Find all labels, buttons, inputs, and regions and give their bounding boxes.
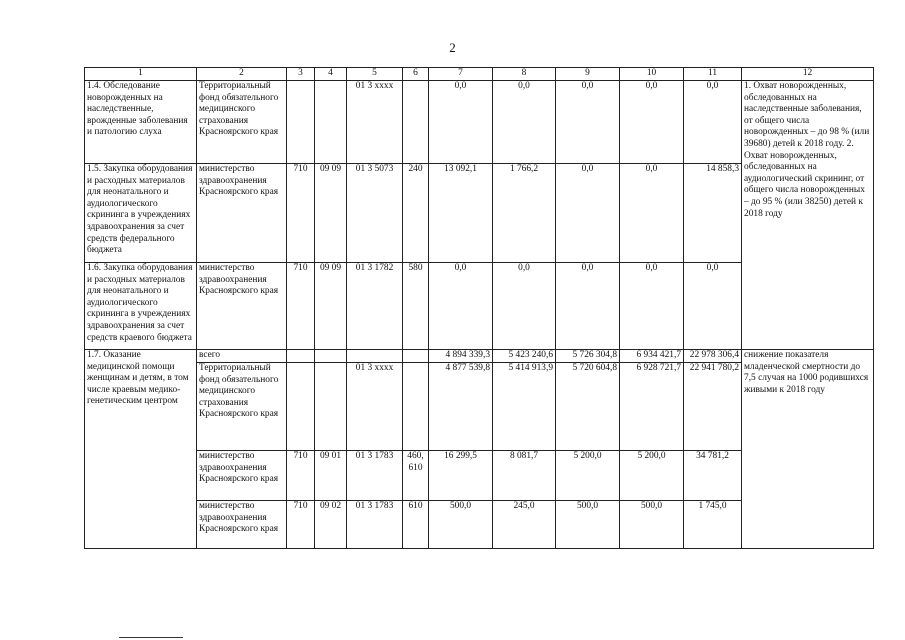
executor: Территориальный фонд обязательного медицинского страхования Красноярского края [197, 81, 287, 164]
grbs-code [287, 350, 315, 363]
header-cell: 5 [347, 68, 403, 81]
value-2015: 0,0 [429, 263, 493, 350]
grbs-code: 710 [287, 501, 315, 549]
section-code: 09 02 [315, 501, 347, 549]
value-2015: 0,0 [429, 81, 493, 164]
header-cell: 9 [556, 68, 620, 81]
table-row [85, 81, 874, 164]
value-2016: 0,0 [493, 263, 556, 350]
value-2015: 500,0 [429, 501, 493, 549]
executor: Территориальный фонд обязательного медицинского страхования Красноярского края [197, 363, 287, 451]
value-2018: 0,0 [620, 263, 684, 350]
section-code [315, 363, 347, 451]
value-2018: 5 200,0 [620, 451, 684, 501]
program-table [84, 67, 874, 549]
executor: всего [197, 350, 287, 363]
header-cell: 8 [493, 68, 556, 81]
expense-type [403, 363, 429, 451]
value-2016: 0,0 [493, 81, 556, 164]
target-article: 01 3 хххх [347, 363, 403, 451]
value-total: 1 745,0 [684, 501, 742, 549]
target-article: 01 3 5073 [347, 164, 403, 263]
activity-name: 1.6. Закупка оборудования и расходных материалов для неонатального и аудиологического скрининга в учреждениях здравоохранения за счет средств краевого бюджета [85, 263, 197, 350]
grbs-code: 710 [287, 451, 315, 501]
page-number: 2 [449, 40, 456, 55]
expected-result: 1. Охват новорожденных, обследованных на наследственные заболевания, от общего числа новорожденных – до 98 % (или 39680) детей к 2018 году. 2. Охват новорожденных, обследованных на аудиологический скрининг, от общего числа новорожденных – до 95 % (или 38250) детей к 2018 году [742, 81, 874, 350]
value-2015: 16 299,5 [429, 451, 493, 501]
value-2016: 5 423 240,6 [493, 350, 556, 363]
value-2017: 5 726 304,8 [556, 350, 620, 363]
target-article: 01 3 1783 [347, 501, 403, 549]
value-2016: 8 081,7 [493, 451, 556, 501]
value-2017: 0,0 [556, 164, 620, 263]
grbs-code [287, 363, 315, 451]
executor: министерство здравоохранения Красноярского края [197, 164, 287, 263]
value-total: 22 941 780,2 [684, 363, 742, 451]
activity-name: 1.4. Обследование новорожденных на наследственные, врожденные заболевания и патологию слуха [85, 81, 197, 164]
section-code: 09 09 [315, 263, 347, 350]
section-code [315, 350, 347, 363]
activity-name: 1.5. Закупка оборудования и расходных материалов для неонатального и аудиологического скрининга в учреждениях здравоохранения за счет средств федерального бюджета [85, 164, 197, 263]
value-2018: 6 934 421,7 [620, 350, 684, 363]
value-2018: 0,0 [620, 164, 684, 263]
value-2018: 6 928 721,7 [620, 363, 684, 451]
value-2017: 500,0 [556, 501, 620, 549]
value-total: 34 781,2 [684, 451, 742, 501]
value-2015: 4 894 339,3 [429, 350, 493, 363]
value-2017: 5 720 604,8 [556, 363, 620, 451]
value-2015: 13 092,1 [429, 164, 493, 263]
value-total: 14 858,3 [684, 164, 742, 263]
expense-type: 610 [403, 501, 429, 549]
target-article: 01 3 хххх [347, 81, 403, 164]
activity-name: 1.7. Оказание медицинской помощи женщинам и детям, в том числе краевым медико-генетическим центром [85, 350, 197, 549]
table-row [85, 350, 874, 363]
value-total: 22 978 306,4 [684, 350, 742, 363]
value-total: 0,0 [684, 263, 742, 350]
expense-type: 240 [403, 164, 429, 263]
value-2017: 0,0 [556, 81, 620, 164]
value-2016: 5 414 913,9 [493, 363, 556, 451]
footer-rule [119, 637, 183, 638]
section-code: 09 09 [315, 164, 347, 263]
target-article [347, 350, 403, 363]
expected-result: снижение показателя младенческой смертности до 7,5 случая на 1000 родившихся живыми к 2018 году [742, 350, 874, 549]
header-row [85, 68, 874, 81]
value-2018: 500,0 [620, 501, 684, 549]
value-2016: 1 766,2 [493, 164, 556, 263]
executor: министерство здравоохранения Красноярского края [197, 501, 287, 549]
header-cell: 4 [315, 68, 347, 81]
expense-type: 460, 610 [403, 451, 429, 501]
header-cell: 1 [85, 68, 197, 81]
header-cell: 3 [287, 68, 315, 81]
value-2017: 0,0 [556, 263, 620, 350]
value-2018: 0,0 [620, 81, 684, 164]
header-cell: 11 [684, 68, 742, 81]
value-2015: 4 877 539,8 [429, 363, 493, 451]
expense-type: 580 [403, 263, 429, 350]
value-2017: 5 200,0 [556, 451, 620, 501]
header-cell: 6 [403, 68, 429, 81]
section-code [315, 81, 347, 164]
grbs-code [287, 81, 315, 164]
target-article: 01 3 1783 [347, 451, 403, 501]
header-cell: 7 [429, 68, 493, 81]
executor: министерство здравоохранения Красноярского края [197, 451, 287, 501]
executor: министерство здравоохранения Красноярского края [197, 263, 287, 350]
section-code: 09 01 [315, 451, 347, 501]
expense-type [403, 81, 429, 164]
grbs-code: 710 [287, 263, 315, 350]
target-article: 01 3 1782 [347, 263, 403, 350]
header-cell: 2 [197, 68, 287, 81]
header-cell: 10 [620, 68, 684, 81]
grbs-code: 710 [287, 164, 315, 263]
expense-type [403, 350, 429, 363]
value-2016: 245,0 [493, 501, 556, 549]
value-total: 0,0 [684, 81, 742, 164]
header-cell: 12 [742, 68, 874, 81]
